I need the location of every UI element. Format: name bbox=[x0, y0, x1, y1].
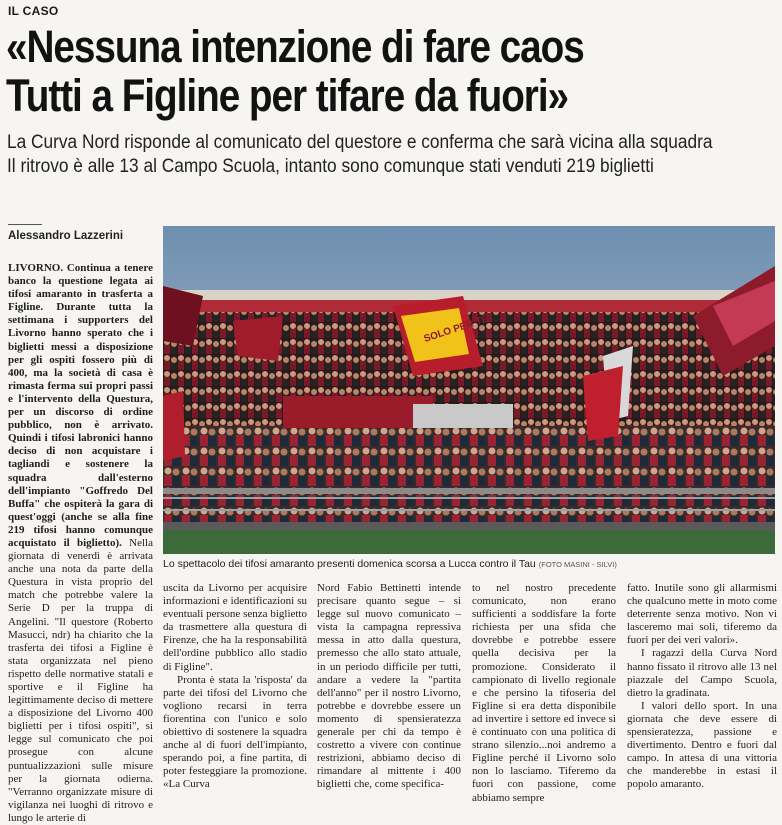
article-paragraph: Pronta è stata la 'risposta' da parte dei tifosi del Livorno che vogliono recarsi in terra fiorentina con l'unico e solo obiettivo di sostenere la squadra anche al di fuori dell'impianto, sperando poi, a fine partita, di poter festeggiare la promozione. «La Curva bbox=[163, 673, 307, 791]
stadium-photo bbox=[163, 226, 775, 554]
article-column-2 bbox=[163, 582, 307, 798]
dateline: LIVORNO. bbox=[8, 262, 64, 274]
caption-text: Lo spettacolo dei tifosi amaranto presenti domenica scorsa a Lucca contro il Tau bbox=[163, 558, 536, 570]
byline: Alessandro Lazzerini bbox=[8, 230, 124, 242]
article-column-3 bbox=[317, 582, 461, 798]
banner-text: SOLO PER TE bbox=[422, 313, 490, 345]
article-paragraph: Nord Fabio Bettinetti intende precisare quanto segue – si legge sul nuovo comunicato – vista la campagna repressiva messa in atto dalla questura, premesso che allo stato attuale, in un periodo difficile per tutti, andare a vedere la "partita dell'anno" per il nostro Livorno, potrebbe e dovrebbe essere un momento di spensieratezza generale per chi da tempo è costretto a vivere con continue restrizioni, abbiamo deciso di rimandare al mittente i 400 biglietti che, come specifica- bbox=[317, 582, 461, 791]
subheadline-line-1: La Curva Nord risponde al comunicato del questore e conferma che sarà vicina alla squadra bbox=[7, 132, 713, 153]
article-intro: Continua a tenere banco la questione legata ai tifosi amaranto in trasferta a Figline. Durante tutta la settimana i supporters del Livorno hanno sperato che i biglietti messi a disposizione per gli ospiti fossero più di 400, ma la società di casa è rimasta ferma sui propri passi e l'intervento della Questura, per un discorso di ordine pubblico, non è arrivato. Quindi i tifosi labronici hanno deciso di non acquistare i tagliandi e sostenere la squadra dall'esterno dell'impianto "Goffredo Del Buffa" che ospiterà la gara di quest'oggi (anche se alla fine 219 tifosi hanno comunque acquistato il biglietto). bbox=[8, 262, 153, 549]
subheadline bbox=[7, 131, 713, 179]
headline bbox=[6, 22, 670, 120]
section-kicker: IL CASO bbox=[8, 4, 59, 18]
article-paragraph: Nella giornata di venerdì è arrivata anche una nota da parte della Questura in vista proprio del match che potrebbe valere la Serie D per la truppa di Angelini. "Il questore (Roberto Masucci, ndr) ha chiarito che la trasferta dei tifosi a Figline è stata organizzata nel pieno rispetto delle normative statali e sportive e il Figline ha legittimamente deciso di mettere a disposizione del Livorno 400 biglietti per i tifosi ospiti", si legge sul comunicato che poi prosegue con alcune puntualizzazioni sulle misure per la giornata odierna. "Verranno organizzate misure di vigilanza nei luoghi di ritrovo e lungo le arterie di bbox=[8, 536, 153, 824]
article-column-5 bbox=[627, 582, 777, 798]
article-paragraph: I valori dello sport. In una giornata che deve essere di spensieratezza, passione e divertimento. Dentro e fuori dal campo. In attesa di una vittoria che manderebbe in estasi il popolo amaranto. bbox=[627, 699, 777, 791]
article-paragraph: I ragazzi della Curva Nord hanno fissato il ritrovo alle 13 nel piazzale del Campo Scuola, dietro la gradinata. bbox=[627, 647, 777, 699]
photo-caption bbox=[163, 558, 775, 570]
photo-credit: (FOTO MASINI - SILVI) bbox=[538, 560, 617, 569]
headline-line-2: Tutti a Figline per tifare da fuori» bbox=[6, 70, 569, 121]
article-paragraph: to nel nostro precedente comunicato, non erano sufficienti a soddisfare la forte richiesta per una sfida che dovrebbe e potrebbe essere quella decisiva per la promozione. Considerato il campionato di livello regionale e che persino la tifoseria del Figline si era detta disponibile ad invertire i settore ed invece si è continuato con una politica di strano silenzio...noi andremo a Figline perché il Livorno solo non lo lasciamo. Tiferemo da fuori con passione, come abbiamo sempre bbox=[472, 582, 616, 804]
article-paragraph: uscita da Livorno per acquisire informazioni e identificazioni su eventuali persone senza biglietto da trasmettere alla questura di Firenze, che ha la responsabilità dell'ordine pubblico allo stadio di Figline". bbox=[163, 582, 307, 673]
article-column-4 bbox=[472, 582, 616, 804]
headline-line-1: «Nessuna intenzione di fare caos bbox=[6, 21, 584, 72]
byline-rule bbox=[8, 224, 42, 225]
crowd-illustration bbox=[163, 226, 775, 554]
article-paragraph: fatto. Inutile sono gli allarmismi che qualcuno mette in moto come deterrente senza motivo. Non vi lasceremo mai soli, tiferemo da fuori per dei veri valori». bbox=[627, 582, 777, 647]
article-column-1 bbox=[8, 262, 153, 824]
subheadline-line-2: Il ritrovo è alle 13 al Campo Scuola, intanto sono comunque stati venduti 219 biglietti bbox=[7, 156, 654, 177]
